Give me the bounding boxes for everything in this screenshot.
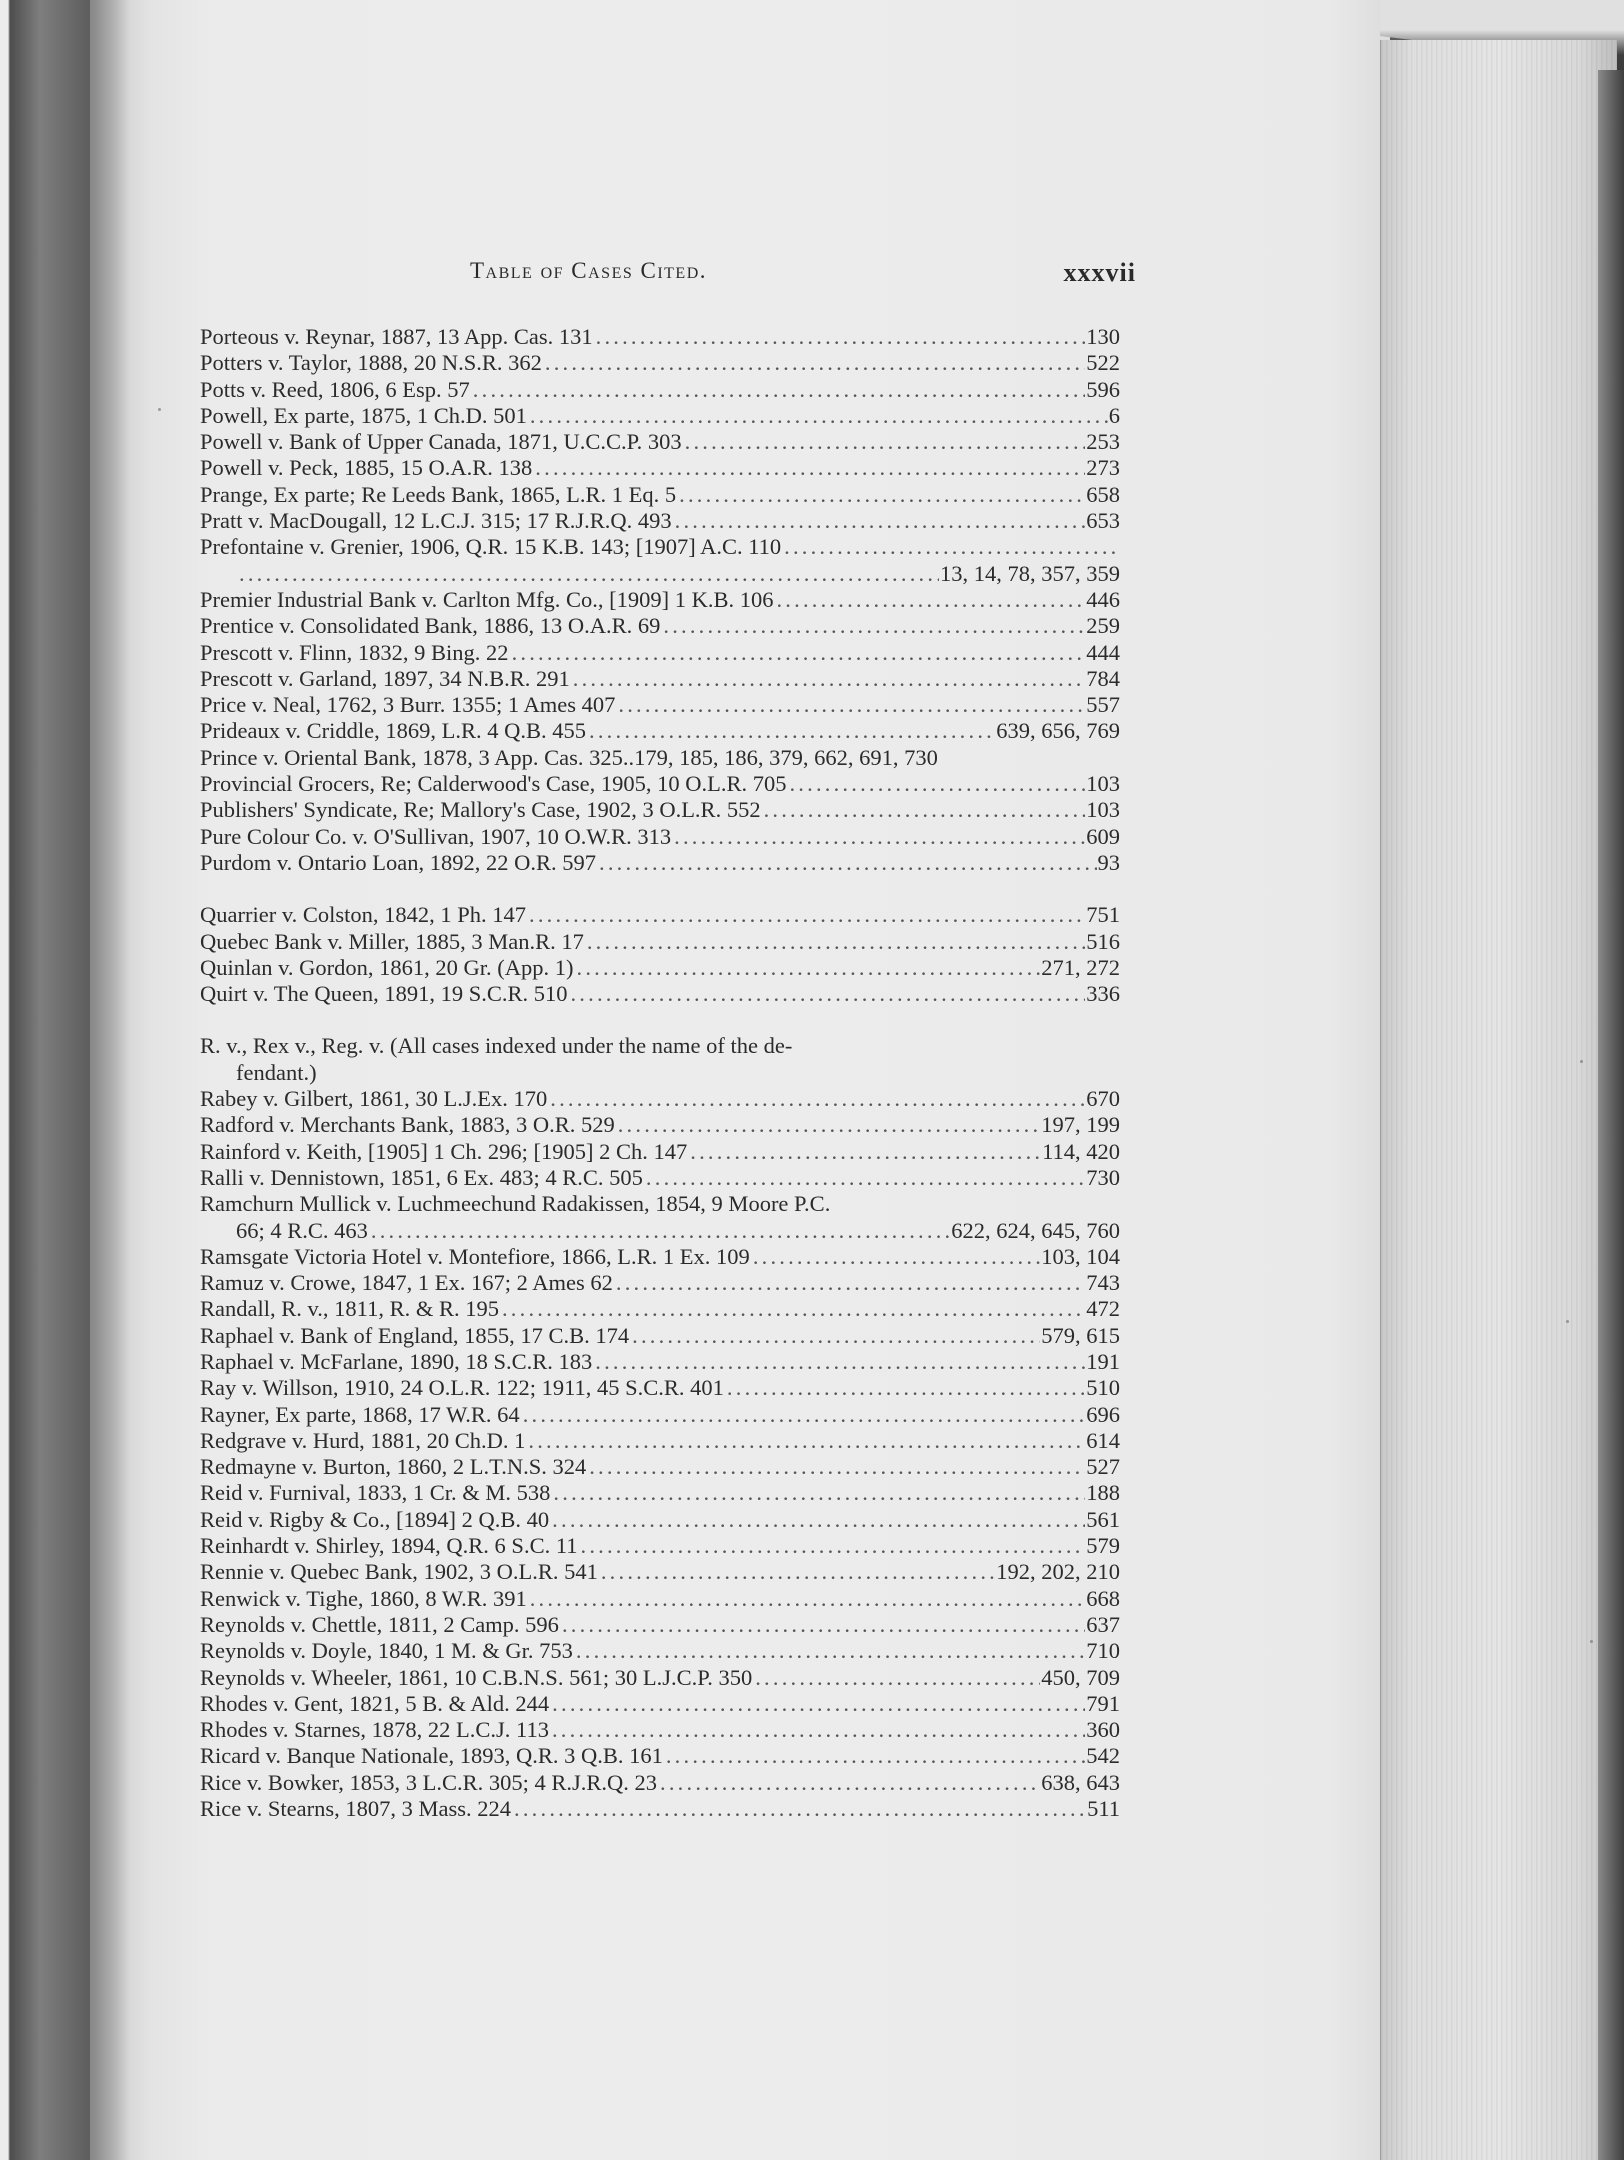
case-entry — [200, 929, 1120, 955]
page-reference: 639, 656, 769 — [996, 718, 1120, 744]
dot-leader — [616, 1270, 1085, 1296]
case-citation: Prideaux v. Criddle, 1869, L.R. 4 Q.B. 455 — [200, 718, 587, 744]
case-citation: Ralli v. Dennistown, 1851, 6 Ex. 483; 4 R.C. 505 — [200, 1164, 643, 1190]
section-gap — [200, 1007, 1120, 1033]
dot-leader — [601, 1559, 995, 1585]
page-reference: 450, 709 — [1041, 1664, 1120, 1690]
case-citation: Rhodes v. Starnes, 1878, 22 L.C.J. 113 — [200, 1717, 549, 1743]
case-citation: Potters v. Taylor, 1888, 20 N.S.R. 362 — [200, 350, 542, 376]
dot-leader — [660, 1770, 1040, 1796]
case-citation: Powell v. Bank of Upper Canada, 1871, U.C.C.P. 303 — [200, 429, 682, 455]
page-reference: 637 — [1086, 1611, 1120, 1637]
case-citation: Renwick v. Tighe, 1860, 8 W.R. 391 — [200, 1585, 527, 1611]
case-entry — [200, 1586, 1120, 1612]
case-entry — [200, 1060, 1120, 1086]
page-reference: 670 — [1086, 1086, 1120, 1112]
case-entry — [200, 429, 1120, 455]
page-reference: 614 — [1086, 1427, 1120, 1453]
case-citation: Quirt v. The Queen, 1891, 19 S.C.R. 510 — [200, 981, 568, 1007]
case-citation: R. v., Rex v., Reg. v. (All cases indexed under the name of the de- — [200, 1033, 793, 1059]
page-reference: 191 — [1086, 1348, 1120, 1374]
dot-leader — [529, 902, 1085, 928]
page-reference: 784 — [1086, 665, 1120, 691]
page-reference: 259 — [1086, 613, 1120, 639]
page-reference: 197, 199 — [1041, 1112, 1120, 1138]
case-citation: Reynolds v. Wheeler, 1861, 10 C.B.N.S. 561; 30 L.J.C.P. 350 — [200, 1664, 753, 1690]
case-citation: Quarrier v. Colston, 1842, 1 Ph. 147 — [200, 902, 527, 928]
case-entry — [200, 1139, 1120, 1165]
dot-leader — [545, 350, 1085, 376]
case-entry — [200, 1480, 1120, 1506]
dot-leader — [675, 508, 1086, 534]
page-reference: 609 — [1086, 823, 1120, 849]
dot-leader — [589, 718, 995, 744]
case-citation: Prescott v. Garland, 1897, 34 N.B.R. 291 — [200, 665, 570, 691]
case-citation: Reid v. Furnival, 1833, 1 Cr. & M. 538 — [200, 1480, 551, 1506]
case-entry — [200, 1691, 1120, 1717]
case-entry — [200, 350, 1120, 376]
page-reference: 730 — [1086, 1164, 1120, 1190]
case-citation: Redmayne v. Burton, 1860, 2 L.T.N.S. 324 — [200, 1454, 587, 1480]
case-entry — [200, 1428, 1120, 1454]
dot-leader — [502, 1296, 1085, 1322]
case-entry — [200, 666, 1120, 692]
case-entry — [200, 1796, 1120, 1822]
page-reference: 273 — [1086, 455, 1120, 481]
case-citation: Randall, R. v., 1811, R. & R. 195 — [200, 1296, 499, 1322]
case-entry — [200, 482, 1120, 508]
case-citation: Ramsgate Victoria Hotel v. Montefiore, 1866, L.R. 1 Ex. 109 — [200, 1243, 750, 1269]
page-reference: 710 — [1086, 1638, 1120, 1664]
case-citation: Rennie v. Quebec Bank, 1902, 3 O.L.R. 541 — [200, 1559, 598, 1585]
case-entry — [200, 508, 1120, 534]
dot-leader — [570, 981, 1085, 1007]
page-reference: 114, 420 — [1042, 1138, 1120, 1164]
case-entry — [200, 1743, 1120, 1769]
case-entry — [200, 824, 1120, 850]
book-cover-edge — [1598, 70, 1624, 2160]
case-entry — [200, 1612, 1120, 1638]
page-reference: 130 — [1086, 324, 1120, 349]
dot-leader — [632, 1323, 1040, 1349]
dot-leader — [576, 1638, 1085, 1664]
page-reference: 103 — [1086, 797, 1120, 823]
case-entry — [200, 1244, 1120, 1270]
case-citation: Ray v. Willson, 1910, 24 O.L.R. 122; 1911, 45 S.C.R. 401 — [200, 1375, 724, 1401]
case-citation: Rice v. Stearns, 1807, 3 Mass. 224 — [200, 1796, 512, 1822]
case-citation: Prescott v. Flinn, 1832, 9 Bing. 22 — [200, 639, 509, 665]
dot-leader — [550, 1086, 1085, 1112]
case-citation: Prange, Ex parte; Re Leeds Bank, 1865, L.R. 1 Eq. 5 — [200, 481, 677, 507]
dot-leader — [473, 377, 1085, 403]
case-citation: Potts v. Reed, 1806, 6 Esp. 57 — [200, 376, 470, 402]
case-citation: Powell, Ex parte, 1875, 1 Ch.D. 501 — [200, 402, 527, 428]
case-citation: Pure Colour Co. v. O'Sullivan, 1907, 10 O.W.R. 313 — [200, 823, 672, 849]
dot-leader — [685, 429, 1086, 455]
page-reference: 103 — [1086, 771, 1120, 797]
page-reference: 751 — [1086, 902, 1120, 928]
case-citation: Ramuz v. Crowe, 1847, 1 Ex. 167; 2 Ames 62 — [200, 1270, 613, 1296]
case-entry — [200, 1270, 1120, 1296]
dot-leader — [674, 824, 1085, 850]
case-entry — [200, 613, 1120, 639]
page-reference: 472 — [1086, 1296, 1120, 1322]
case-citation: Quinlan v. Gordon, 1861, 20 Gr. (App. 1) — [200, 954, 574, 980]
dot-leader — [776, 587, 1085, 613]
page-reference: 696 — [1086, 1401, 1120, 1427]
case-citation: fendant.) — [236, 1059, 317, 1085]
case-entry — [200, 1507, 1120, 1533]
case-entry — [200, 1086, 1120, 1112]
case-entry — [200, 1770, 1120, 1796]
page-reference: 360 — [1086, 1717, 1120, 1743]
case-citation: Radford v. Merchants Bank, 1883, 3 O.R. 529 — [200, 1112, 615, 1138]
page-reference: 653 — [1086, 508, 1120, 534]
case-citation: Rice v. Bowker, 1853, 3 L.C.R. 305; 4 R.J.R.Q. 23 — [200, 1769, 658, 1795]
case-entry — [200, 1533, 1120, 1559]
dot-leader — [239, 561, 939, 587]
page-reference: 511 — [1087, 1796, 1120, 1822]
page-reference: 444 — [1086, 639, 1120, 665]
page-reference: 6 — [1108, 402, 1120, 428]
case-entry — [200, 1165, 1120, 1191]
case-citation: Provincial Grocers, Re; Calderwood's Case, 1905, 10 O.L.R. 705 — [200, 771, 787, 797]
page-block-edges — [1380, 40, 1617, 2160]
case-entry — [200, 1191, 1120, 1217]
page-reference: 522 — [1086, 350, 1120, 376]
case-citation: Publishers' Syndicate, Re; Mallory's Case, 1902, 3 O.L.R. 552 — [200, 797, 761, 823]
case-entry — [200, 797, 1120, 823]
case-citation: Rayner, Ex parte, 1868, 17 W.R. 64 — [200, 1401, 520, 1427]
dot-leader — [789, 771, 1085, 797]
case-citation: Redgrave v. Hurd, 1881, 20 Ch.D. 1 — [200, 1427, 526, 1453]
dot-leader — [755, 1665, 1040, 1691]
case-entry — [200, 902, 1120, 928]
dot-leader — [599, 850, 1096, 876]
case-entry — [200, 561, 1120, 587]
dot-leader — [552, 1717, 1085, 1743]
dot-leader — [618, 1112, 1041, 1138]
case-entry — [200, 718, 1120, 744]
case-citation: Purdom v. Ontario Loan, 1892, 22 O.R. 597 — [200, 849, 597, 875]
case-entry — [200, 1296, 1120, 1322]
case-entry — [200, 1349, 1120, 1375]
case-citation: Prince v. Oriental Bank, 1878, 3 App. Cas. 325..179, 185, 186, 379, 662, 691, 730 — [200, 744, 938, 770]
case-citation: Reynolds v. Doyle, 1840, 1 M. & Gr. 753 — [200, 1638, 573, 1664]
page-reference: 622, 624, 645, 760 — [951, 1217, 1120, 1243]
case-entry — [200, 981, 1120, 1007]
page-reference: 658 — [1086, 481, 1120, 507]
case-citation: Prefontaine v. Grenier, 1906, Q.R. 15 K.B. 143; [1907] A.C. 110 — [200, 534, 782, 560]
dot-leader — [663, 613, 1085, 639]
page-reference: 253 — [1086, 429, 1120, 455]
case-entry — [200, 455, 1120, 481]
dot-leader — [552, 1507, 1085, 1533]
page-reference: 561 — [1086, 1506, 1120, 1532]
page-reference: 188 — [1086, 1480, 1120, 1506]
case-entry — [200, 1559, 1120, 1585]
case-citation: 66; 4 R.C. 463 — [236, 1217, 368, 1243]
case-citation: Reinhardt v. Shirley, 1894, Q.R. 6 S.C. 11 — [200, 1533, 578, 1559]
dot-leader — [512, 640, 1086, 666]
dot-leader — [523, 1402, 1086, 1428]
case-citation: Pratt v. MacDougall, 12 L.C.J. 315; 17 R.J.R.Q. 493 — [200, 508, 672, 534]
case-entry — [200, 1375, 1120, 1401]
page-reference: 336 — [1086, 981, 1120, 1007]
dot-leader — [535, 455, 1085, 481]
running-title: Table of Cases Cited. — [470, 258, 708, 283]
dot-leader — [581, 1533, 1086, 1559]
dot-leader — [666, 1743, 1085, 1769]
page-reference: 103, 104 — [1041, 1243, 1120, 1269]
page-reference: 579 — [1086, 1533, 1120, 1559]
case-entry — [200, 771, 1120, 797]
dot-leader — [618, 692, 1085, 718]
case-citation: Premier Industrial Bank v. Carlton Mfg. Co., [1909] 1 K.B. 106 — [200, 586, 774, 612]
case-citation: Quebec Bank v. Miller, 1885, 3 Man.R. 17 — [200, 928, 584, 954]
case-citation: Rabey v. Gilbert, 1861, 30 L.J.Ex. 170 — [200, 1086, 548, 1112]
dot-leader — [573, 666, 1085, 692]
page-reference: 271, 272 — [1041, 954, 1120, 980]
page-reference: 668 — [1086, 1585, 1120, 1611]
case-entry — [200, 640, 1120, 666]
case-citation: Reynolds v. Chettle, 1811, 2 Camp. 596 — [200, 1611, 559, 1637]
case-citation: Prentice v. Consolidated Bank, 1886, 13 O.A.R. 69 — [200, 613, 661, 639]
case-citation: Price v. Neal, 1762, 3 Burr. 1355; 1 Ames 407 — [200, 692, 616, 718]
case-citation: Powell v. Peck, 1885, 15 O.A.R. 138 — [200, 455, 533, 481]
dot-leader — [577, 955, 1041, 981]
dot-leader — [562, 1612, 1085, 1638]
case-citation: Reid v. Rigby & Co., [1894] 2 Q.B. 40 — [200, 1506, 550, 1532]
dot-leader — [530, 403, 1108, 429]
case-entry — [200, 850, 1120, 876]
page-reference: 510 — [1086, 1375, 1120, 1401]
case-index-list — [200, 324, 1120, 1822]
page-reference: 542 — [1086, 1743, 1120, 1769]
page-reference: 638, 643 — [1041, 1769, 1120, 1795]
page-reference: 579, 615 — [1041, 1322, 1120, 1348]
case-entry — [200, 692, 1120, 718]
case-entry — [200, 403, 1120, 429]
case-entry — [200, 324, 1120, 350]
left-page-edge — [0, 0, 90, 2160]
dot-leader — [596, 324, 1086, 350]
scan-speck — [158, 408, 161, 411]
dot-leader — [595, 1349, 1085, 1375]
page-reference: 557 — [1086, 692, 1120, 718]
case-entry — [200, 1323, 1120, 1349]
page-reference: 527 — [1086, 1454, 1120, 1480]
case-citation: Ramchurn Mullick v. Luchmeechund Radakissen, 1854, 9 Moore P.C. — [200, 1191, 831, 1217]
dot-leader — [514, 1796, 1086, 1822]
case-entry — [200, 534, 1120, 560]
page-reference: 446 — [1086, 586, 1120, 612]
case-entry — [200, 1218, 1120, 1244]
case-entry — [200, 1717, 1120, 1743]
case-entry — [200, 587, 1120, 613]
dot-leader — [587, 929, 1085, 955]
case-entry — [200, 745, 1120, 771]
scan-speck — [1566, 1320, 1569, 1323]
dot-leader — [753, 1244, 1040, 1270]
case-entry — [200, 1112, 1120, 1138]
dot-leader — [764, 797, 1086, 823]
dot-leader — [528, 1428, 1085, 1454]
dot-leader — [646, 1165, 1085, 1191]
case-entry — [200, 1638, 1120, 1664]
page-reference: 93 — [1097, 849, 1120, 875]
case-citation: Porteous v. Reynar, 1887, 13 App. Cas. 131 — [200, 324, 593, 349]
case-citation: Raphael v. McFarlane, 1890, 18 S.C.R. 183 — [200, 1348, 593, 1374]
case-citation: Rhodes v. Gent, 1821, 5 B. & Ald. 244 — [200, 1690, 550, 1716]
page-reference: 791 — [1086, 1690, 1120, 1716]
section-gap — [200, 876, 1120, 902]
case-citation: Rainford v. Keith, [1905] 1 Ch. 296; [1905] 2 Ch. 147 — [200, 1138, 688, 1164]
dot-leader — [553, 1480, 1085, 1506]
dot-leader — [727, 1375, 1085, 1401]
dot-leader — [784, 534, 1119, 560]
case-entry — [200, 1033, 1120, 1059]
scan-speck — [1580, 1060, 1583, 1063]
dot-leader — [679, 482, 1085, 508]
page-reference: 516 — [1086, 928, 1120, 954]
dot-leader — [371, 1218, 950, 1244]
case-entry — [200, 377, 1120, 403]
dot-leader — [552, 1691, 1085, 1717]
page-header — [470, 258, 1136, 298]
case-entry — [200, 1454, 1120, 1480]
case-entry — [200, 955, 1120, 981]
case-citation: Raphael v. Bank of England, 1855, 17 C.B. 174 — [200, 1322, 630, 1348]
case-citation: Ricard v. Banque Nationale, 1893, Q.R. 3 Q.B. 161 — [200, 1743, 663, 1769]
scan-speck — [1590, 1640, 1593, 1643]
page-reference: 13, 14, 78, 357, 359 — [940, 560, 1120, 586]
case-entry — [200, 1402, 1120, 1428]
page-reference: 192, 202, 210 — [996, 1559, 1120, 1585]
page-reference: 743 — [1086, 1270, 1120, 1296]
page-reference: 596 — [1086, 376, 1120, 402]
dot-leader — [589, 1454, 1085, 1480]
dot-leader — [530, 1586, 1086, 1612]
page-number: xxxvii — [1063, 258, 1136, 287]
case-entry — [200, 1665, 1120, 1691]
dot-leader — [690, 1139, 1041, 1165]
